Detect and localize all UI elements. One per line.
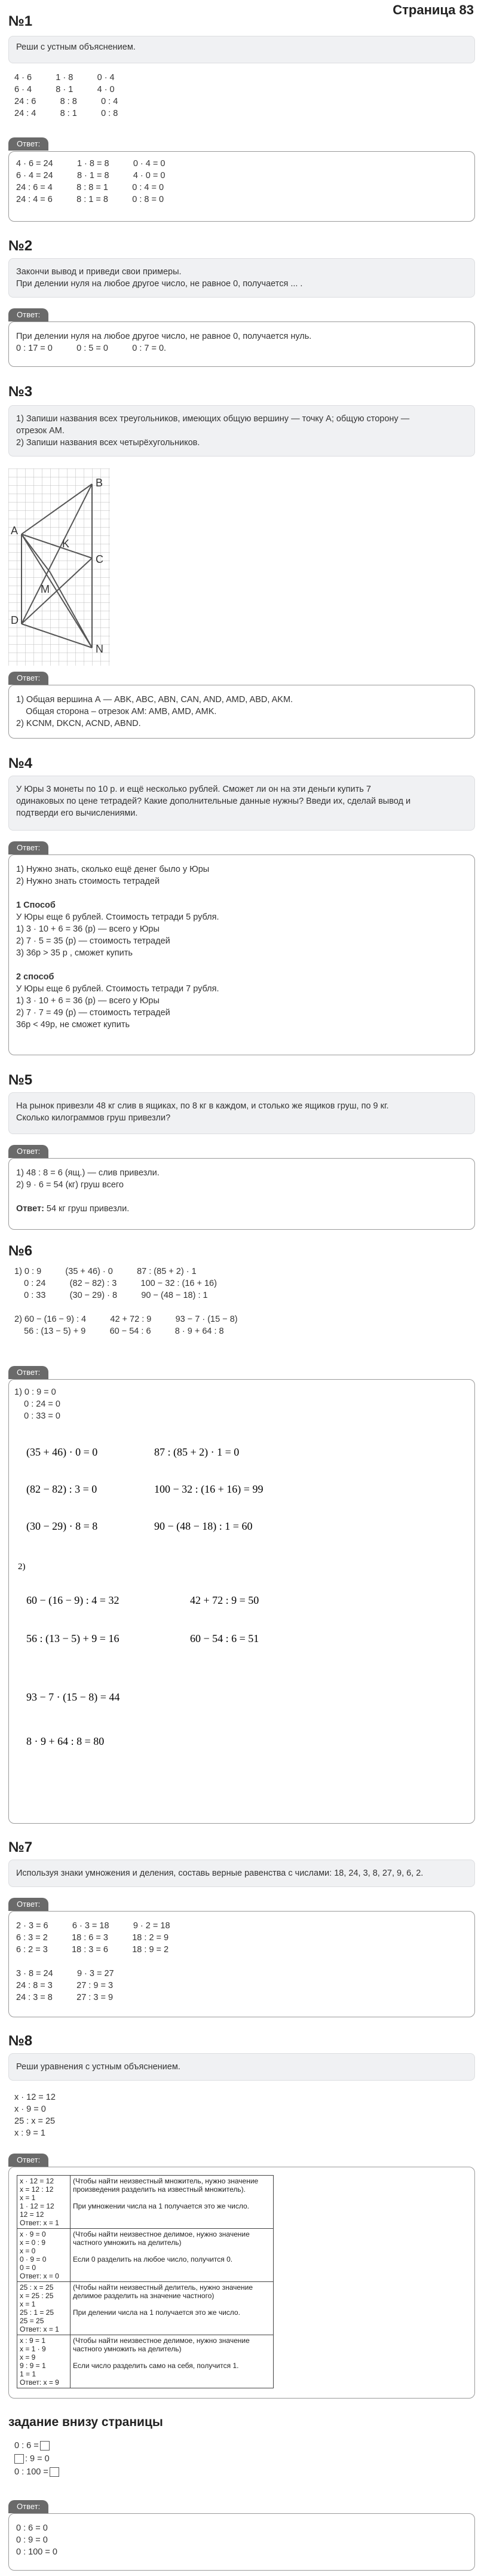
point-n-label: N: [96, 643, 103, 655]
task-7-answer: 2 · 3 = 6 6 · 3 = 18 9 · 2 = 18 6 : 3 = 2 18 : 6 = 3 18 : 2 = 9 6 : 2 = 3 18 : 3 = 6 18 : 9 = 2 3 · 8 = 24 9 · 3 = 27 24 : 8 = 3 27 : 9 = 3 24 : 3 = 8 27 : 3 = 9: [8, 1911, 475, 2017]
solution-4: 100 − 32 : (16 + 16) = 99: [154, 1483, 264, 1495]
task-6-number: №6: [8, 1243, 33, 1259]
solution-8: 42 + 72 : 9 = 50: [190, 1594, 259, 1606]
answer-label: Ответ:: [8, 1898, 48, 1911]
solution-2: 87 : (85 + 2) · 1 = 0: [154, 1446, 240, 1458]
task-6-answer-zeros: 1) 0 : 9 = 0 0 : 24 = 0 0 : 33 = 0: [14, 1387, 60, 1421]
solution-3: (82 − 82) : 3 = 0: [26, 1483, 97, 1495]
task-7-text: Используя знаки умножения и деления, составь верные равенства с числами: 18, 24, 3, 8, 27, 9, 6, 2.: [8, 1860, 475, 1887]
answer-label: Ответ:: [8, 1145, 48, 1158]
task-4-text: У Юры 3 монеты по 10 р. и ещё несколько рублей. Сможет ли он на эти деньги купить 7 одинаковых по цене тетрадей? Какие дополнительные данные нужны? Введи их, сделай вывод и подтверди его вычислениями.: [8, 776, 475, 831]
solution-11: 93 − 7 · (15 − 8) = 44: [26, 1691, 120, 1703]
solution-10: 60 − 54 : 6 = 51: [190, 1632, 259, 1644]
task-1-text: Реши с устным объяснением.: [8, 36, 475, 63]
point-k-label: K: [62, 538, 70, 550]
task-4-answer: 1) Нужно знать, сколько ещё денег было у Юры 2) Нужно знать стоимость тетрадей 1 Способ У Юры еще 6 рублей. Стоимость тетради 5 рубля. 1) 3 · 10 + 6 = 36 (р) — всего у Юры 2) 7 · 5 = 35 (р) — стоимость тетрадей 3) 36р > 35 р , сможет купить 2 способ У Юры еще 6 рублей. Стоимость тетради 7 рубля. 1) 3 · 10 + 6 = 36 (р) — всего у Юры 2) 7 · 7 = 49 (р) — стоимость тетрадей 36р < 49р, не сможет купить: [8, 854, 475, 1055]
task-5-text: На рынок привезли 48 кг слив в ящиках, по 8 кг в каждом, и столько же ящиков груш, по 9 кг. Сколько килограммов груш привезли?: [8, 1092, 475, 1134]
point-a-label: A: [11, 525, 19, 537]
answer-box[interactable]: [40, 2441, 50, 2451]
task-8-text: Реши уравнения с устным объяснением.: [8, 2053, 475, 2081]
part-2-label: 2): [18, 1562, 26, 1572]
point-b-label: B: [96, 477, 103, 489]
solution-12: 8 · 9 + 64 : 8 = 80: [26, 1735, 105, 1747]
answer-label: Ответ:: [8, 2154, 48, 2167]
task-8-equations: x · 12 = 12 x · 9 = 0 25 : x = 25 x : 9 = 1: [14, 2093, 56, 2138]
answer-box[interactable]: [14, 2454, 24, 2464]
task-8-number: №8: [8, 2033, 33, 2049]
solution-9: 56 : (13 − 5) + 9 = 16: [26, 1632, 120, 1644]
task-7-number: №7: [8, 1839, 33, 1855]
point-c-label: C: [96, 553, 103, 565]
point-d-label: D: [11, 614, 19, 626]
answer-box[interactable]: [50, 2467, 59, 2477]
solution-6: 90 − (48 − 18) : 1 = 60: [154, 1520, 253, 1532]
task-5-number: №5: [8, 1072, 33, 1088]
geometry-figure: [8, 468, 110, 666]
solution-1: (35 + 46) · 0 = 0: [26, 1446, 98, 1458]
task-4-number: №4: [8, 755, 33, 771]
task-5-answer: 1) 48 : 8 = 6 (ящ.) — слив привезли. 2) 9 · 6 = 54 (кг) груш всего Ответ: 54 кг груш привезли.: [8, 1158, 475, 1230]
task-1-expressions: 4 · 6 1 · 8 0 · 4 6 · 4 8 · 1 4 · 0 24 : 6 8 : 8 0 : 4 24 : 4 8 : 1 0 : 8: [14, 73, 118, 118]
equations-table: [17, 2175, 274, 2388]
solution-5: (30 − 29) · 8 = 8: [26, 1520, 98, 1532]
answer-label: Ответ:: [8, 841, 48, 854]
page-title: Страница 83: [393, 2, 474, 17]
answer-label: Ответ:: [8, 137, 48, 151]
table-row: x · 12 = 12 x = 12 : 12 x = 1 1 · 12 = 12 12 = 12 Ответ: x = 1 (Чтобы найти неизвестный множитель, нужно значение произведения разделить на известный множитель). При умножении числа на 1 получается это же число.: [17, 2176, 274, 2229]
bottom-task-answer: 0 : 6 = 0 0 : 9 = 0 0 : 100 = 0: [8, 2513, 475, 2571]
task-3-text: 1) Запиши названия всех треугольников, имеющих общую вершину — точку А; общую сторону — отрезок АМ. 2) Запиши названия всех четырёхугольников.: [8, 405, 475, 457]
task-1-answer: 4 · 6 = 24 1 · 8 = 8 0 · 4 = 0 6 · 4 = 24 8 · 1 = 8 4 · 0 = 0 24 : 6 = 4 8 : 8 = 1 0 : 4 = 0 24 : 4 = 6 8 : 1 = 8 0 : 8 = 0: [8, 151, 475, 222]
table-row: 25 : x = 25 x = 25 : 25 x = 1 25 : 1 = 25 25 = 25 Ответ: x = 1 (Чтобы найти неизвестный делитель, нужно значение делимое разделить на значение частного) При делении числа на 1 получается это же число.: [17, 2282, 274, 2335]
task-2-text: Закончи вывод и приведи свои примеры. При делении нуля на любое другое число, не равное 0, получается ... .: [8, 258, 475, 298]
bottom-task-lines: 0 : 6 = : 9 = 0 0 : 100 =: [14, 2439, 59, 2479]
answer-label: Ответ:: [8, 1366, 48, 1379]
point-m-label: M: [41, 583, 50, 595]
method-2-heading: 2 способ: [16, 972, 54, 982]
solution-7: 60 − (16 − 9) : 4 = 32: [26, 1594, 120, 1606]
task-2-number: №2: [8, 238, 33, 254]
answer-label: Ответ:: [8, 308, 48, 321]
task-6-expressions: 1) 0 : 9 (35 + 46) · 0 87 : (85 + 2) · 1 0 : 24 (82 − 82) : 3 100 − 32 : (16 + 16) 0 : 33 (30 − 29) · 8 90 − (48 − 18) : 1 2) 60 − (16 − 9) : 4 42 + 72 : 9 93 − 7 · (15 − 8) 56 : (13 − 5) + 9 60 − 54 : 6 8 · 9 + 64 : 8: [14, 1267, 238, 1336]
task-3-number: №3: [8, 384, 33, 400]
task-3-answer: 1) Общая вершина А — ABK, ABC, ABN, CAN, AND, AMD, ABD, AKM. Общая сторона – отрезок AM: AMB, AMD, AMK. 2) KCNM, DKCN, ACND, ABND.: [8, 685, 475, 739]
answer-label: Ответ:: [8, 2500, 48, 2513]
method-1-heading: 1 Способ: [16, 900, 56, 910]
table-row: x · 9 = 0 x = 0 : 9 x = 0 0 · 9 = 0 0 = 0 Ответ: x = 0 (Чтобы найти неизвестное делимое, нужно значение частного умножить на делитель) Если 0 разделить на любое число, получится 0.: [17, 2229, 274, 2282]
task-1-number: №1: [8, 13, 33, 29]
bottom-task-title: задание внизу страницы: [8, 2415, 163, 2429]
answer-label: Ответ:: [8, 672, 48, 685]
table-row: x : 9 = 1 x = 1 · 9 x = 9 9 : 9 = 1 1 = 1 Ответ: x = 9 (Чтобы найти неизвестное делимое, нужно значение частного умножить на делитель) Если число разделить само на себя, получится 1.: [17, 2335, 274, 2388]
task-2-answer: При делении нуля на любое другое число, не равное 0, получается нуль. 0 : 17 = 0 0 : 5 = 0 0 : 7 = 0.: [8, 321, 475, 367]
